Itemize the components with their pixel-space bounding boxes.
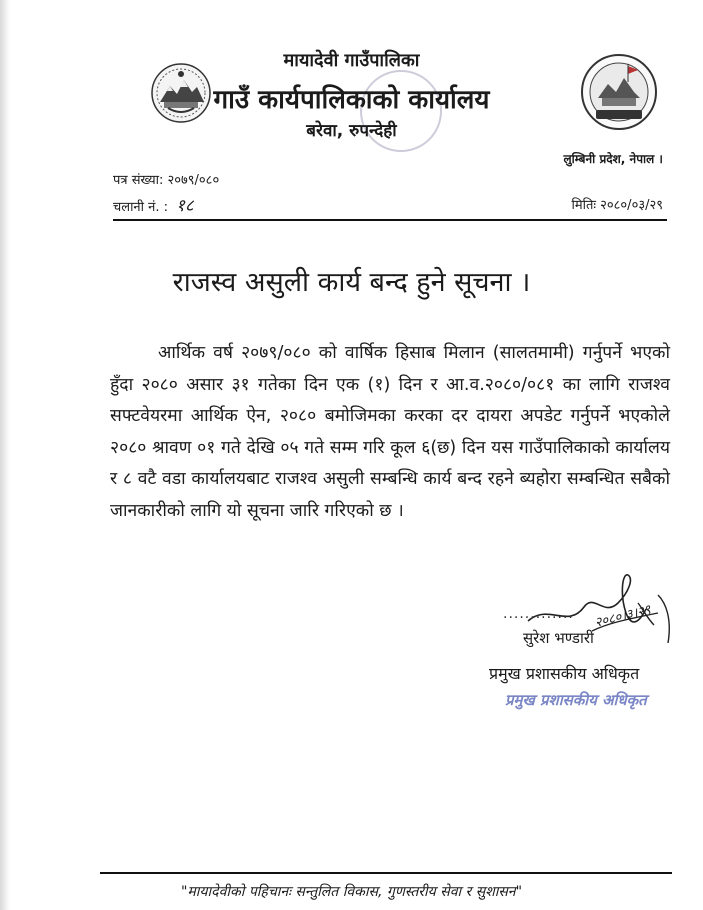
province-label: लुम्बिनी प्रदेश, नेपाल ।	[563, 152, 663, 166]
office-name: गाउँ कार्यपालिकाको कार्यालय	[213, 85, 490, 115]
letter-date: मितिः २०८०/०३/२९	[571, 198, 663, 213]
footer-divider	[100, 872, 672, 874]
signatory-designation: प्रमुख प्रशासकीय अधिकृत	[489, 664, 640, 683]
svg-text:२०८०।३।२९: २०८०।३।२९	[593, 602, 653, 631]
notice-body-text: आर्थिक वर्ष २०७९/०८० को वार्षिक हिसाब मिलान (सालतमामी) गर्नुपर्ने भएको हुँदा २०८० असार ३१ गतेका दिन एक (१) दिन र आ.व.२०८०/०८१ का लागि राजश्व सफ्टवेयरमा आर्थिक ऐन, २०८० बमोजिमका करका दर दायरा अपडेट गर्नुपर्ने भएकोले २०८० श्रावण ०१ गते देखि ०५ गते सम्म गरि कूल ६(छ) दिन यस गाउँपालिकाको कार्यालय र ८ वटै वडा कार्यालयबाट राजश्व असुली सम्बन्धि कार्य बन्द रहने ब्यहोरा सम्बन्धित सबैको जानकारीको लागि यो सूचना जारि गरिएको छ ।	[110, 343, 670, 521]
notice-body	[110, 338, 670, 527]
designation-stamp: प्रमुख प्रशासकीय अधिकृत	[505, 691, 647, 709]
header-divider	[113, 219, 667, 221]
municipality-name: मायादेवी गाउँपालिका	[283, 50, 420, 71]
notice-title: राजस्व असुली कार्य बन्द हुने सूचना ।	[172, 267, 531, 298]
signatory-name: सुरेश भण्डारी	[523, 629, 594, 647]
dispatch-label: चलानी नं. :	[113, 200, 169, 215]
dispatch-number: १८	[176, 196, 194, 216]
footer-tagline: "मायादेवीको पहिचानः सन्तुलित विकास, गुणस्तरीय सेवा र सुशासन"	[180, 884, 523, 900]
signature-dots: .............	[503, 606, 574, 622]
dispatch-number-row	[113, 193, 194, 216]
reference-number: पत्र संख्या: २०७९/०८०	[113, 173, 220, 188]
office-address: बरेवा, रुपन्देही	[306, 121, 397, 141]
